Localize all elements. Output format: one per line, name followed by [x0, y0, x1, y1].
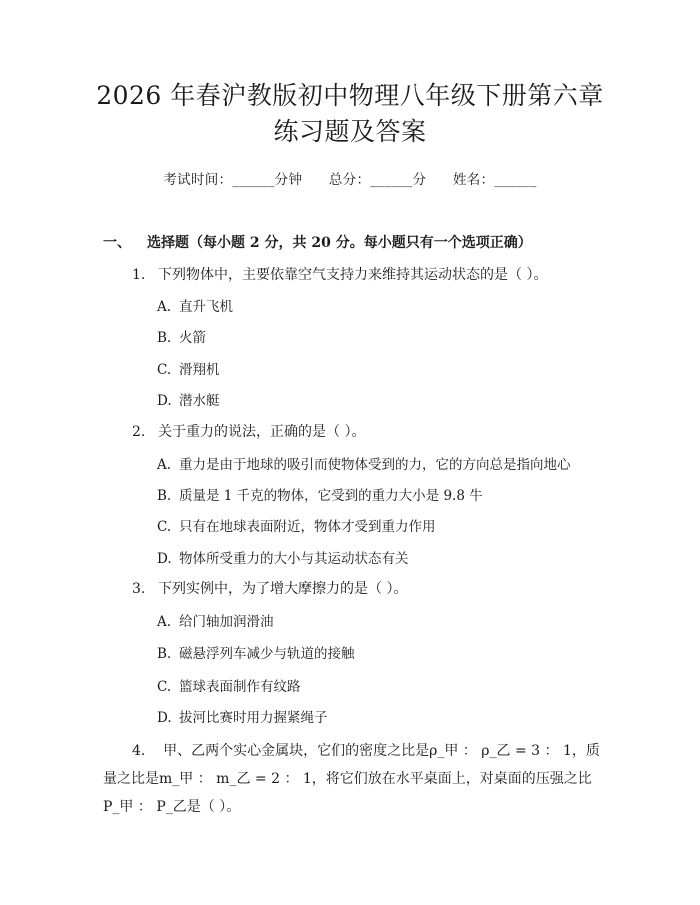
- option-text: 给门轴加润滑油: [179, 614, 274, 630]
- option-text: 拔河比赛时用力握紧绳子: [179, 710, 328, 726]
- section-title: 选择题（每小题 2 分，共 20 分。每小题只有一个选项正确）: [147, 235, 532, 251]
- section-number: 一、: [103, 235, 131, 251]
- question-text: 甲、乙两个实心金属块，它们的密度之比是ρ_甲 ： ρ_乙 = 3 ： 1，质量之比是m_甲 ： m_乙 = 2 ： 1，将它们放在水平桌面上，对桌面的压强之比P_甲 ： P_乙是（ ）。: [103, 743, 600, 815]
- question-3: [132, 578, 407, 598]
- option-text: 篮球表面制作有纹路: [179, 679, 301, 695]
- question-text: 关于重力的说法，正确的是（ ）。: [158, 424, 366, 440]
- question-3-option-c: [157, 675, 301, 695]
- question-number: 3.: [132, 581, 146, 597]
- option-letter: D.: [157, 393, 172, 409]
- question-3-option-b: [157, 642, 355, 662]
- total-score-field: 总分：______分: [328, 172, 427, 188]
- option-text: 重力是由于地球的吸引而使物体受到的力，它的方向总是指向地心: [179, 457, 571, 473]
- question-2-option-b: [157, 484, 483, 504]
- option-letter: B.: [157, 488, 172, 504]
- title-line-1: 2026 年春沪教版初中物理八年级下册第六章: [96, 81, 604, 110]
- question-number: 2.: [132, 424, 146, 440]
- option-letter: A.: [157, 299, 172, 315]
- exam-info-line: [0, 168, 700, 188]
- option-letter: D.: [157, 551, 172, 567]
- title-line-2: 练习题及答案: [273, 117, 427, 146]
- option-text: 只有在地球表面附近，物体才受到重力作用: [179, 519, 436, 535]
- option-letter: A.: [157, 457, 172, 473]
- option-letter: B.: [157, 646, 172, 662]
- option-letter: C.: [157, 362, 172, 378]
- option-text: 火箭: [179, 330, 206, 346]
- option-text: 直升飞机: [179, 299, 233, 315]
- question-2-option-c: [157, 515, 436, 535]
- option-text: 物体所受重力的大小与其运动状态有关: [179, 551, 409, 567]
- option-letter: A.: [157, 614, 172, 630]
- option-text: 质量是 1 千克的物体，它受到的重力大小是 9.8 牛: [179, 488, 483, 504]
- option-letter: C.: [157, 519, 172, 535]
- question-3-option-d: [157, 706, 328, 726]
- question-4: [103, 737, 603, 821]
- option-text: 潜水艇: [179, 393, 220, 409]
- question-2: [132, 421, 365, 441]
- question-2-option-d: [157, 547, 409, 567]
- question-3-option-a: [157, 610, 274, 630]
- section-heading: [103, 232, 532, 252]
- option-letter: D.: [157, 710, 172, 726]
- student-name-field: 姓名：______: [452, 172, 537, 188]
- question-text: 下列实例中，为了增大摩擦力的是（ ）。: [158, 581, 408, 597]
- question-1-option-b: [157, 326, 206, 346]
- option-letter: C.: [157, 679, 172, 695]
- document-title: [60, 78, 640, 150]
- question-number: 1.: [132, 267, 146, 283]
- question-1-option-a: [157, 295, 233, 315]
- option-text: 磁悬浮列车减少与轨道的接触: [179, 646, 355, 662]
- question-number: 4.: [132, 743, 146, 759]
- question-text: 下列物体中，主要依靠空气支持力来维持其运动状态的是（ ）。: [158, 267, 548, 283]
- option-letter: B.: [157, 330, 172, 346]
- option-text: 滑翔机: [179, 362, 220, 378]
- exam-time-field: 考试时间：______分钟: [163, 172, 303, 188]
- question-1: [132, 264, 547, 284]
- question-2-option-a: [157, 453, 571, 473]
- question-1-option-d: [157, 389, 220, 409]
- question-1-option-c: [157, 358, 220, 378]
